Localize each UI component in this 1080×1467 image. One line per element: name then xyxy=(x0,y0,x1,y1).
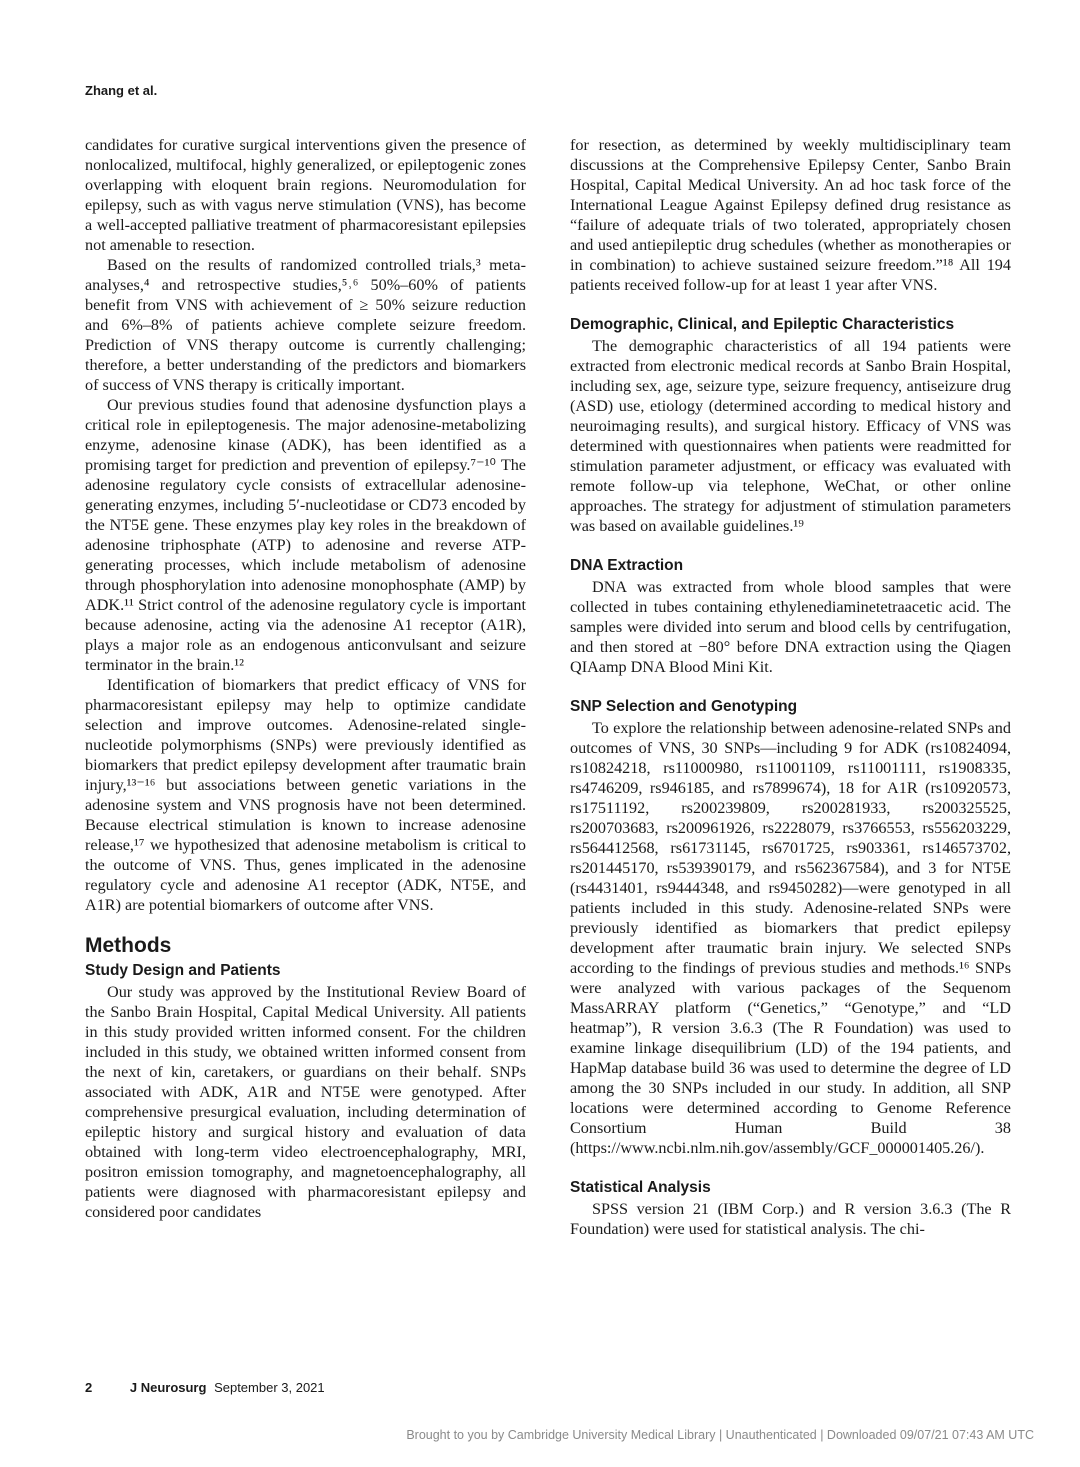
subsection-heading-study-design: Study Design and Patients xyxy=(85,962,281,979)
body-paragraph: candidates for curative surgical interventions given the presence of nonlocalized, multifocal, highly generalized, or epileptogenic zones overlapping with eloquent brain regions. Neuromodulation for epilepsy, such as with vagus nerve stimulation (VNS), has become a well-accepted palliative treatment of pharmacoresistant epilepsies not amenable to resection. xyxy=(85,136,526,254)
page-footer xyxy=(85,1380,325,1395)
page-number: 2 xyxy=(85,1380,93,1395)
body-paragraph: Our previous studies found that adenosine dysfunction plays a critical role in epileptogenesis. The major adenosine-metabolizing enzyme, adenosine kinase (ADK), has been identified as a promising target for prediction and prevention of epilepsy.⁷⁻¹⁰ The adenosine regulatory cycle consists of extracellular adenosine-generating enzymes, including 5′-nucleotidase or CD73 encoded by the NT5E gene. These enzymes play key roles in the breakdown of adenosine triphosphate (ATP) to adenosine and reverse ATP-generating processes, which include metabolism of adenosine through phosphorylation into adenosine monophosphate (AMP) by ADK.¹¹ Strict control of the adenosine regulatory cycle is important because adenosine, acting via the adenosine A1 receptor (A1R), plays a major role as an endogenous anticonvulsant and seizure terminator in the brain.¹² xyxy=(85,396,526,674)
body-paragraph: for resection, as determined by weekly multidisciplinary team discussions at the Comprehensive Epilepsy Center, Sanbo Brain Hospital, Capital Medical University. An ad hoc task force of the International League Against Epilepsy defined drug resistance as “failure of adequate trials of two tolerated, appropriately chosen and used antiepileptic drug schedules (whether as monotherapies or in combination) to achieve sustained seizure freedom.”¹⁸ All 194 patients received follow-up for at least 1 year after VNS. xyxy=(570,136,1011,294)
subsection-heading-demographic: Demographic, Clinical, and Epileptic Characteristics xyxy=(570,316,955,333)
body-paragraph: Identification of biomarkers that predict efficacy of VNS for pharmacoresistant epilepsy may help to optimize candidate selection and improve outcomes. Adenosine-related single-nucleotide polymorphisms (SNPs) were previously identified as biomarkers that predict epilepsy development after traumatic brain injury,¹³⁻¹⁶ but associations between genetic variations in the adenosine system and VNS prognosis have not been determined. Because electrical stimulation is known to increase adenosine release,¹⁷ we hypothesized that adenosine metabolism is critical to the outcome of VNS. Thus, genes implicated in the adenosine regulatory cycle and adenosine A1 receptor (ADK, NT5E, and A1R) are potential biomarkers of outcome after VNS. xyxy=(85,676,526,914)
body-paragraph: DNA was extracted from whole blood samples that were collected in tubes containing ethylenediaminetetraacetic acid. The samples were divided into serum and blood cells by centrifugation, and then stored at −80° before DNA extraction using the Qiagen QIAamp DNA Blood Mini Kit. xyxy=(570,578,1011,676)
download-notice: Brought to you by Cambridge University Medical Library | Unauthenticated | Downloaded 09/07/21 07:43 AM UTC xyxy=(406,1428,1034,1442)
section-heading-methods: Methods xyxy=(85,934,172,957)
right-column xyxy=(570,135,1011,1239)
body-paragraph: Based on the results of randomized controlled trials,³ meta-analyses,⁴ and retrospective studies,⁵˒⁶ 50%–60% of patients benefit from VNS with achievement of ≥ 50% seizure reduction and 6%–8% of patients achieve complete seizure freedom. Prediction of VNS therapy outcome is currently challenging; therefore, a better understanding of the predictors and biomarkers of success of VNS therapy is critically important. xyxy=(85,256,526,394)
publication-date: September 3, 2021 xyxy=(214,1380,325,1395)
body-paragraph: Our study was approved by the Institutional Review Board of the Sanbo Brain Hospital, Capital Medical University. All patients in this study provided written informed consent. For the children included in this study, we obtained written informed consent from the next of kin, caretakers, or guardians on their behalf. SNPs associated with ADK, A1R and NT5E were genotyped. After comprehensive presurgical evaluation, including determination of epileptic history and surgical history and evaluation of data obtained with long-term video electroencephalography, MRI, positron emission tomography, and magnetoencephalography, all patients were diagnosed with pharmacoresistant epilepsy and considered poor candidates xyxy=(85,983,526,1221)
body-paragraph: To explore the relationship between adenosine-related SNPs and outcomes of VNS, 30 SNPs—including 9 for ADK (rs10824094, rs10824218, rs11000980, rs11001109, rs11001111, rs1908335, rs4746209, rs946185, and rs7899674), 18 for A1R (rs10920573, rs17511192, rs200239809, rs200281933, rs200325525, rs200703683, rs200961926, rs2228079, rs3766553, rs556203229, rs564412568, rs61731145, rs6701725, rs903361, rs146573702, rs201445170, rs539390179, and rs562367584), and 3 for NT5E (rs4431401, rs9444348, and rs9450282)—were genotyped in all patients included in this study. Adenosine-related SNPs were previously identified as biomarkers that predict epilepsy development after traumatic brain injury. We selected SNPs according to the findings of previous studies and methods.¹⁶ SNPs were analyzed with various packages of the Sequenom MassARRAY platform (“Genetics,” “Genotype,” and “LD heatmap”), R version 3.6.3 (The R Foundation) was used to examine linkage disequilibrium (LD) of the 194 patients, and HapMap database build 36 was used to determine the degree of LD among the 30 SNPs included in our study. In addition, all SNP locations were determined according to Genome Reference Consortium Human Build 38 (https://www.ncbi.nlm.nih.gov/assembly/GCF_000001405.26/). xyxy=(570,719,1011,1157)
journal-name: J Neurosurg xyxy=(129,1380,207,1395)
body-paragraph: SPSS version 21 (IBM Corp.) and R version 3.6.3 (The R Foundation) were used for statistical analysis. The chi- xyxy=(570,1200,1011,1238)
body-paragraph: The demographic characteristics of all 194 patients were extracted from electronic medical records at Sanbo Brain Hospital, including sex, age, seizure type, seizure frequency, antiseizure drug (ASD) use, etiology (determined according to medical history and neuroimaging results), and surgical history. Efficacy of VNS was determined with questionnaires when patients were readmitted for stimulation parameter adjustment, or efficacy was evaluated with remote follow-up via telephone, WeChat, or other online approaches. The strategy for adjustment of stimulation parameters was based on available guidelines.¹⁹ xyxy=(570,337,1011,535)
subsection-heading-snp-selection: SNP Selection and Genotyping xyxy=(570,698,798,715)
left-column xyxy=(85,135,526,1222)
subsection-heading-statistical-analysis: Statistical Analysis xyxy=(570,1179,711,1196)
subsection-heading-dna-extraction: DNA Extraction xyxy=(570,557,684,574)
running-head: Zhang et al. xyxy=(85,83,158,98)
